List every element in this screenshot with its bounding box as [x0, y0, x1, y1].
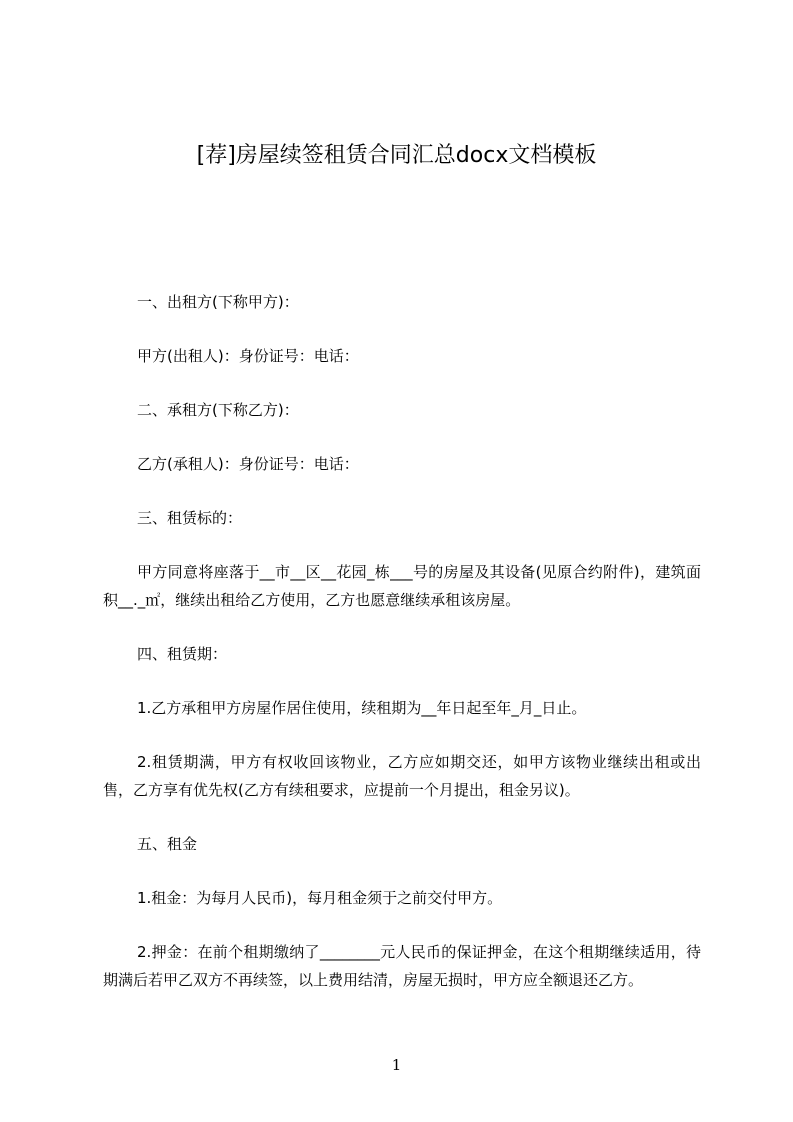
document-body — [103, 288, 701, 994]
term-clause-2: 2.租赁期满，甲方有权收回该物业，乙方应如期交还，如甲方该物业继续出租或出售，乙方享有优先权(乙方有续租要求，应提前一个月提出，租金另议)。 — [103, 753, 701, 799]
lessee-details: 乙方(承租人)：身份证号：电话： — [137, 455, 359, 473]
section-heading-rent: 五、租金 — [137, 835, 198, 853]
section-heading-lessee: 二、承租方(下称乙方)： — [137, 401, 299, 419]
rent-clause-2: 2.押金：在前个租期缴纳了________元人民币的保证押金，在这个租期继续适用，待期满后若甲乙双方不再续签，以上费用结清，房屋无损时，甲方应全额退还乙方。 — [103, 943, 701, 989]
section-heading-subject: 三、租赁标的： — [137, 509, 243, 527]
rent-clause-1: 1.租金：为每月人民币)，每月租金须于之前交付甲方。 — [137, 889, 503, 907]
subject-clause: 甲方同意将座落于__市__区__花园_栋___号的房屋及其设备(见原合约附件)，建筑面积__._㎡，继续出租给乙方使用，乙方也愿意继续承租该房屋。 — [103, 563, 701, 609]
section-heading-lessor: 一、出租方(下称甲方)： — [137, 293, 299, 311]
document-title: [荐]房屋续签租赁合同汇总docx文档模板 — [196, 143, 597, 168]
page-number: 1 — [391, 1056, 402, 1074]
term-clause-1: 1.乙方承租甲方房屋作居住使用，续租期为__年日起至年_月_日止。 — [137, 699, 587, 717]
section-heading-term: 四、租赁期： — [137, 645, 228, 663]
lessor-details: 甲方(出租人)：身份证号：电话： — [137, 347, 359, 365]
